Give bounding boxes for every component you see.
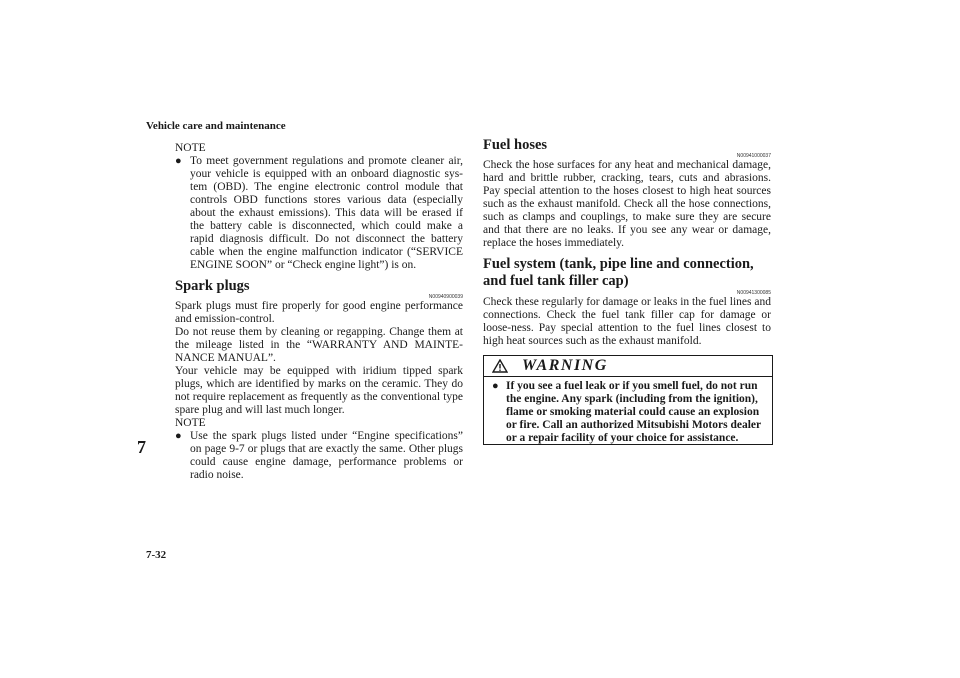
note-text: To meet government regulations and promote cleaner air, your vehicle is equipped with an onboard diagnostic sys-tem (OBD). The engine electronic control module that controls OBD functions stores various data (especially about the exhaust emissions). This data will be erased if the battery cable is disconnected, which could make a rapid diagnosis difficult. Do not disconnect the battery cable when the engine malfunction indicator (“SERVICE ENGINE SOON” or “Check engine light”) is on.	[190, 155, 463, 271]
section-code: N00940900039	[428, 294, 463, 300]
chapter-tab-marker: 7	[137, 437, 146, 457]
section-heading-fuel-system: Fuel system (tank, pipe line and connection, and fuel tank filler cap)	[483, 256, 754, 289]
page-number: 7-32	[146, 549, 167, 561]
note-bullet-item	[175, 155, 463, 272]
section-heading-fuel-hoses	[483, 137, 771, 153]
running-header: Vehicle care and maintenance	[146, 120, 286, 132]
paragraph: Your vehicle may be equipped with iridium tipped spark plugs, which are identified by marks on the ceramic. They do not require replacement as frequently as the conventional type spare plug and will last much longer.	[175, 365, 463, 416]
heading-text: Fuel hoses	[483, 137, 548, 153]
warning-box	[483, 355, 773, 445]
paragraph: Do not reuse them by cleaning or regapping. Change them at the mileage listed in the “WARRANTY AND MAINTE-NANCE MANUAL”.	[175, 326, 463, 364]
left-column	[175, 142, 463, 482]
warning-text: If you see a fuel leak or if you smell fuel, do not run the engine. Any spark (including from the ignition), flame or smoking material could cause an explosion or fire. Call an authorized Mitsubishi Motors dealer or a repair facility of your choice for assistance.	[506, 380, 761, 444]
heading-text: Spark plugs	[175, 278, 250, 294]
paragraph: Check the hose surfaces for any heat and mechanical damage, hard and brittle rubber, cracking, tears, cuts and abrasions. Pay special attention to the hoses closest to high heat sources such as the exhaust manifold. Check all the hose connections, such as clamps and couplings, to make sure they are secure and that there are no leaks. If you see any wear or damage, replace the hoses immediately.	[483, 159, 771, 249]
paragraph: Spark plugs must fire properly for good engine performance and emission-control.	[175, 300, 463, 325]
section-code: N00941000037	[736, 153, 771, 159]
bullet-icon: ●	[175, 155, 182, 167]
warning-title: WARNING	[522, 357, 608, 374]
right-column	[483, 137, 771, 348]
paragraph: Check these regularly for damage or leaks in the fuel lines and connections. Check the fuel tank filler cap for damage or loose-ness. Pay special attention to the fuel lines closest to high heat sources such as the exhaust manifold.	[483, 296, 771, 347]
note-bullet-item	[175, 430, 463, 482]
note-text: Use the spark plugs listed under “Engine specifications” on page 9-7 or plugs that are exactly the same. Other plugs could cause engine damage, performance problems or radio noise.	[190, 430, 463, 481]
note-label: NOTE	[175, 142, 206, 154]
section-heading-spark-plugs	[175, 278, 463, 294]
note-label: NOTE	[175, 417, 206, 429]
bullet-icon: ●	[492, 380, 499, 392]
section-code: N00941300085	[736, 290, 771, 296]
warning-header	[484, 356, 772, 377]
warning-bullet-item	[484, 377, 772, 445]
bullet-icon: ●	[175, 430, 182, 442]
warning-triangle-icon	[492, 359, 508, 373]
